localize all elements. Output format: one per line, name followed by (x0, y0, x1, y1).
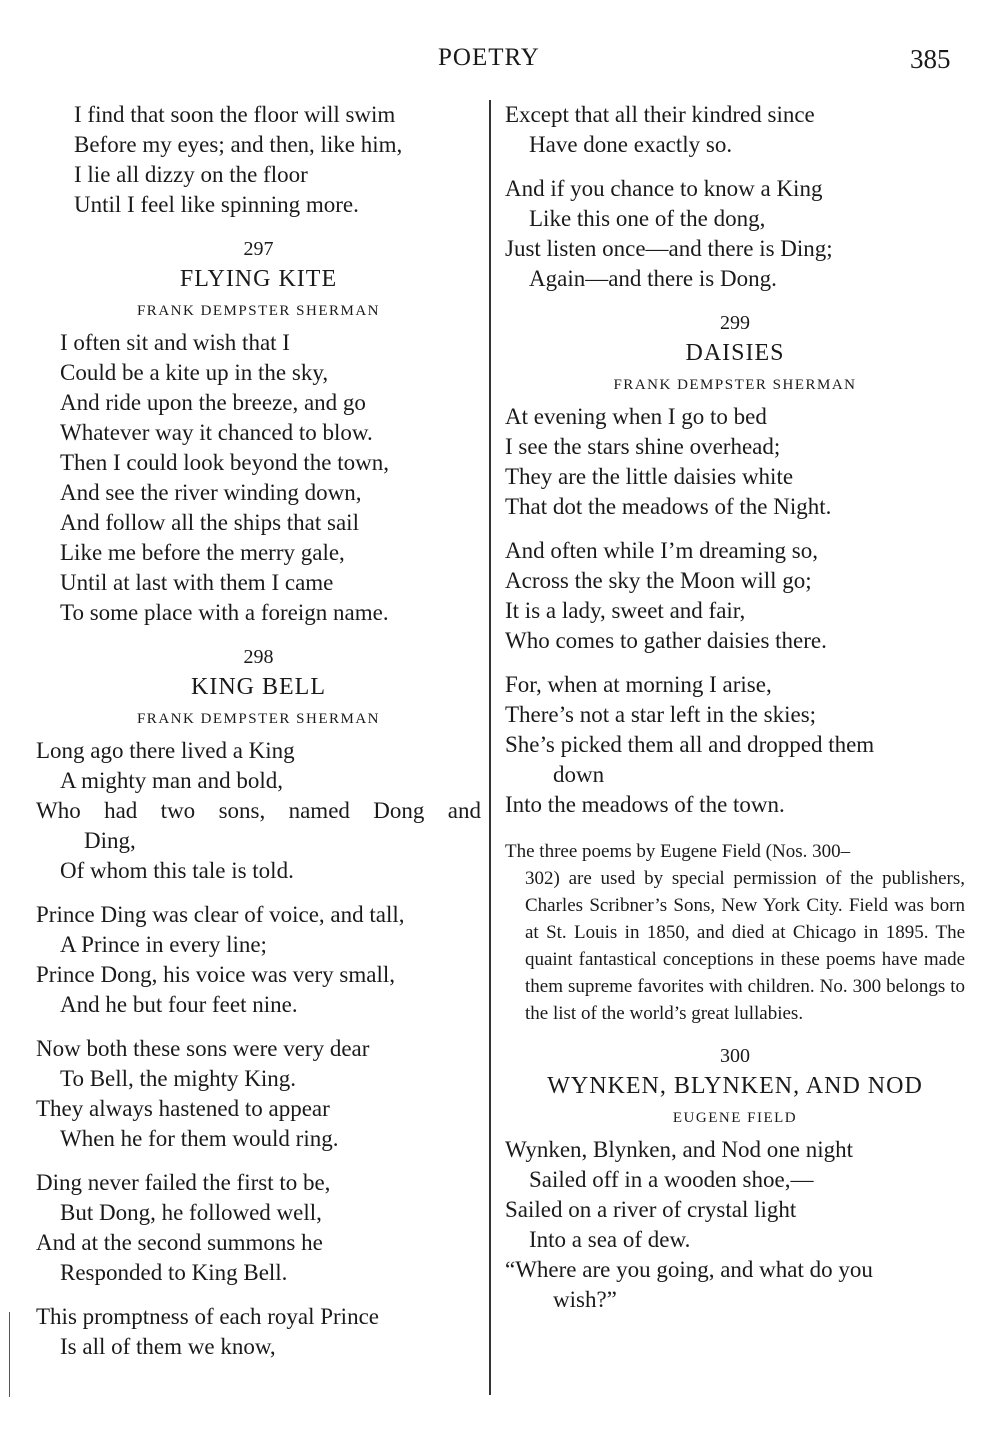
page-number: 385 (910, 44, 951, 74)
left-column (36, 100, 481, 1362)
poem-line: wish?” (553, 1287, 617, 1312)
poem-title: KING BELL (191, 674, 326, 700)
poem-299 (505, 310, 965, 820)
poem-author: FRANK DEMPSTER SHERMAN (613, 377, 857, 393)
poem-line: Into the meadows of the town. (505, 792, 785, 817)
note-body: 302) are used by special permission of the publishers, Charles Scribner’s Sons, New York City. Field was born at St. Louis in 1850, and died at Chicago in 1895. The quaint fantastical conceptions in these poems have made them supreme favorites with children. No. 300 belongs to the list of the world’s great lullabies. (525, 868, 965, 1024)
poem-line: Prince Ding was clear of voice, and tall, (36, 902, 405, 927)
poem-line: To Bell, the mighty King. (60, 1066, 297, 1091)
poem-line: When he for them would ring. (60, 1126, 339, 1151)
poem-stanza (36, 900, 481, 1020)
poem-number: 299 (720, 312, 750, 334)
intro-stanza (36, 100, 481, 220)
poem-stanza (505, 100, 965, 160)
poem-author: FRANK DEMPSTER SHERMAN (136, 303, 381, 319)
poem-line: Have done exactly so. (529, 132, 733, 157)
poem-number: 300 (720, 1045, 750, 1067)
poem-line: Like me before the merry gale, (60, 540, 345, 565)
poem-line: That dot the meadows of the Night. (505, 494, 832, 519)
poem-line: Responded to King Bell. (60, 1260, 288, 1285)
poem-line: Ding, (84, 828, 136, 853)
poem-line: Wynken, Blynken, and Nod one night (505, 1137, 854, 1162)
poem-line: Then I could look beyond the town, (60, 450, 389, 475)
poem-line: And if you chance to know a King (505, 176, 823, 201)
poem-298 (36, 644, 481, 1362)
poem-line: “Where are you going, and what do you (505, 1257, 873, 1282)
poem-line: Of whom this tale is told. (60, 858, 294, 883)
poem-line: Whatever way it chanced to blow. (60, 420, 373, 445)
poem-297 (36, 236, 481, 628)
right-column (505, 100, 965, 1315)
poem-line: At evening when I go to bed (505, 404, 767, 429)
poem-300 (505, 1043, 965, 1315)
poem-line: It is a lady, sweet and fair, (505, 598, 746, 623)
poem-title: WYNKEN, BLYNKEN, AND NOD (547, 1073, 923, 1099)
poem-line: Prince Dong, his voice was very small, (36, 962, 395, 987)
poem-line: And see the river winding down, (60, 480, 362, 505)
margin-rule-fragment (9, 1312, 10, 1397)
running-title: POETRY (438, 44, 540, 71)
poem-line: And follow all the ships that sail (60, 510, 359, 535)
poem-title: FLYING KITE (179, 266, 338, 292)
poem-line: Across the sky the Moon will go; (505, 568, 812, 593)
poem-line: There’s not a star left in the skies; (505, 702, 817, 727)
poem-line: She’s picked them all and dropped them (505, 732, 875, 757)
poem-stanza (36, 1302, 481, 1362)
poem-line: And ride upon the breeze, and go (60, 390, 366, 415)
poem-line: I often sit and wish that I (60, 330, 290, 355)
poem-line: A Prince in every line; (60, 932, 267, 957)
poem-line: Except that all their kindred since (505, 102, 815, 127)
editorial-note (505, 838, 965, 1027)
poem-line: This promptness of each royal Prince (36, 1304, 379, 1329)
poem-line: But Dong, he followed well, (60, 1200, 322, 1225)
poem-line: Ding never failed the first to be, (36, 1170, 331, 1195)
poem-line: Who had two sons, named Dong and (36, 798, 481, 823)
poem-line: Until at last with them I came (60, 570, 334, 595)
poem-line: Now both these sons were very dear (36, 1036, 370, 1061)
poem-number: 297 (243, 238, 274, 260)
poem-line: down (553, 762, 605, 787)
poem-line: Just listen once—and there is Ding; (505, 236, 833, 261)
poem-line: They are the little daisies white (505, 464, 794, 489)
poem-stanza (505, 402, 965, 522)
page-header (0, 44, 1000, 78)
poem-line: Like this one of the dong, (529, 206, 766, 231)
poem-line: Sailed off in a wooden shoe,— (529, 1167, 814, 1192)
poem-line: For, when at morning I arise, (505, 672, 772, 697)
poem-stanza (505, 536, 965, 656)
poem-stanza (505, 174, 965, 294)
poem-line: I lie all dizzy on the floor (74, 162, 308, 187)
column-divider (489, 100, 491, 1395)
poem-line: Until I feel like spinning more. (74, 192, 359, 217)
poem-line: A mighty man and bold, (60, 768, 283, 793)
poem-line: Is all of them we know, (60, 1334, 276, 1359)
poem-stanza (36, 736, 481, 886)
poem-line: They always hastened to appear (36, 1096, 330, 1121)
poem-stanza (36, 328, 481, 628)
poem-number: 298 (243, 646, 274, 668)
poem-author: FRANK DEMPSTER SHERMAN (136, 711, 381, 727)
poem-line: And at the second summons he (36, 1230, 323, 1255)
poem-stanza (505, 1135, 965, 1315)
poem-line: Long ago there lived a King (36, 738, 295, 763)
poem-line: And he but four feet nine. (60, 992, 298, 1017)
note-first-line: The three poems by Eugene Field (Nos. 300– (505, 841, 851, 862)
poem-line: I find that soon the floor will swim (74, 102, 396, 127)
poem-line: Before my eyes; and then, like him, (74, 132, 403, 157)
poem-line: Sailed on a river of crystal light (505, 1197, 797, 1222)
poem-title: DAISIES (685, 340, 785, 366)
poem-author: EUGENE FIELD (672, 1110, 798, 1126)
poem-line: To some place with a foreign name. (60, 600, 389, 625)
poem-line: Could be a kite up in the sky, (60, 360, 329, 385)
poem-line: Again—and there is Dong. (529, 266, 777, 291)
poem-stanza (505, 670, 965, 820)
poem-stanza (36, 1168, 481, 1288)
poem-line: Who comes to gather daisies there. (505, 628, 827, 653)
poem-line: I see the stars shine overhead; (505, 434, 781, 459)
poem-stanza (36, 1034, 481, 1154)
poem-line: And often while I’m dreaming so, (505, 538, 818, 563)
poem-line: Into a sea of dew. (529, 1227, 691, 1252)
